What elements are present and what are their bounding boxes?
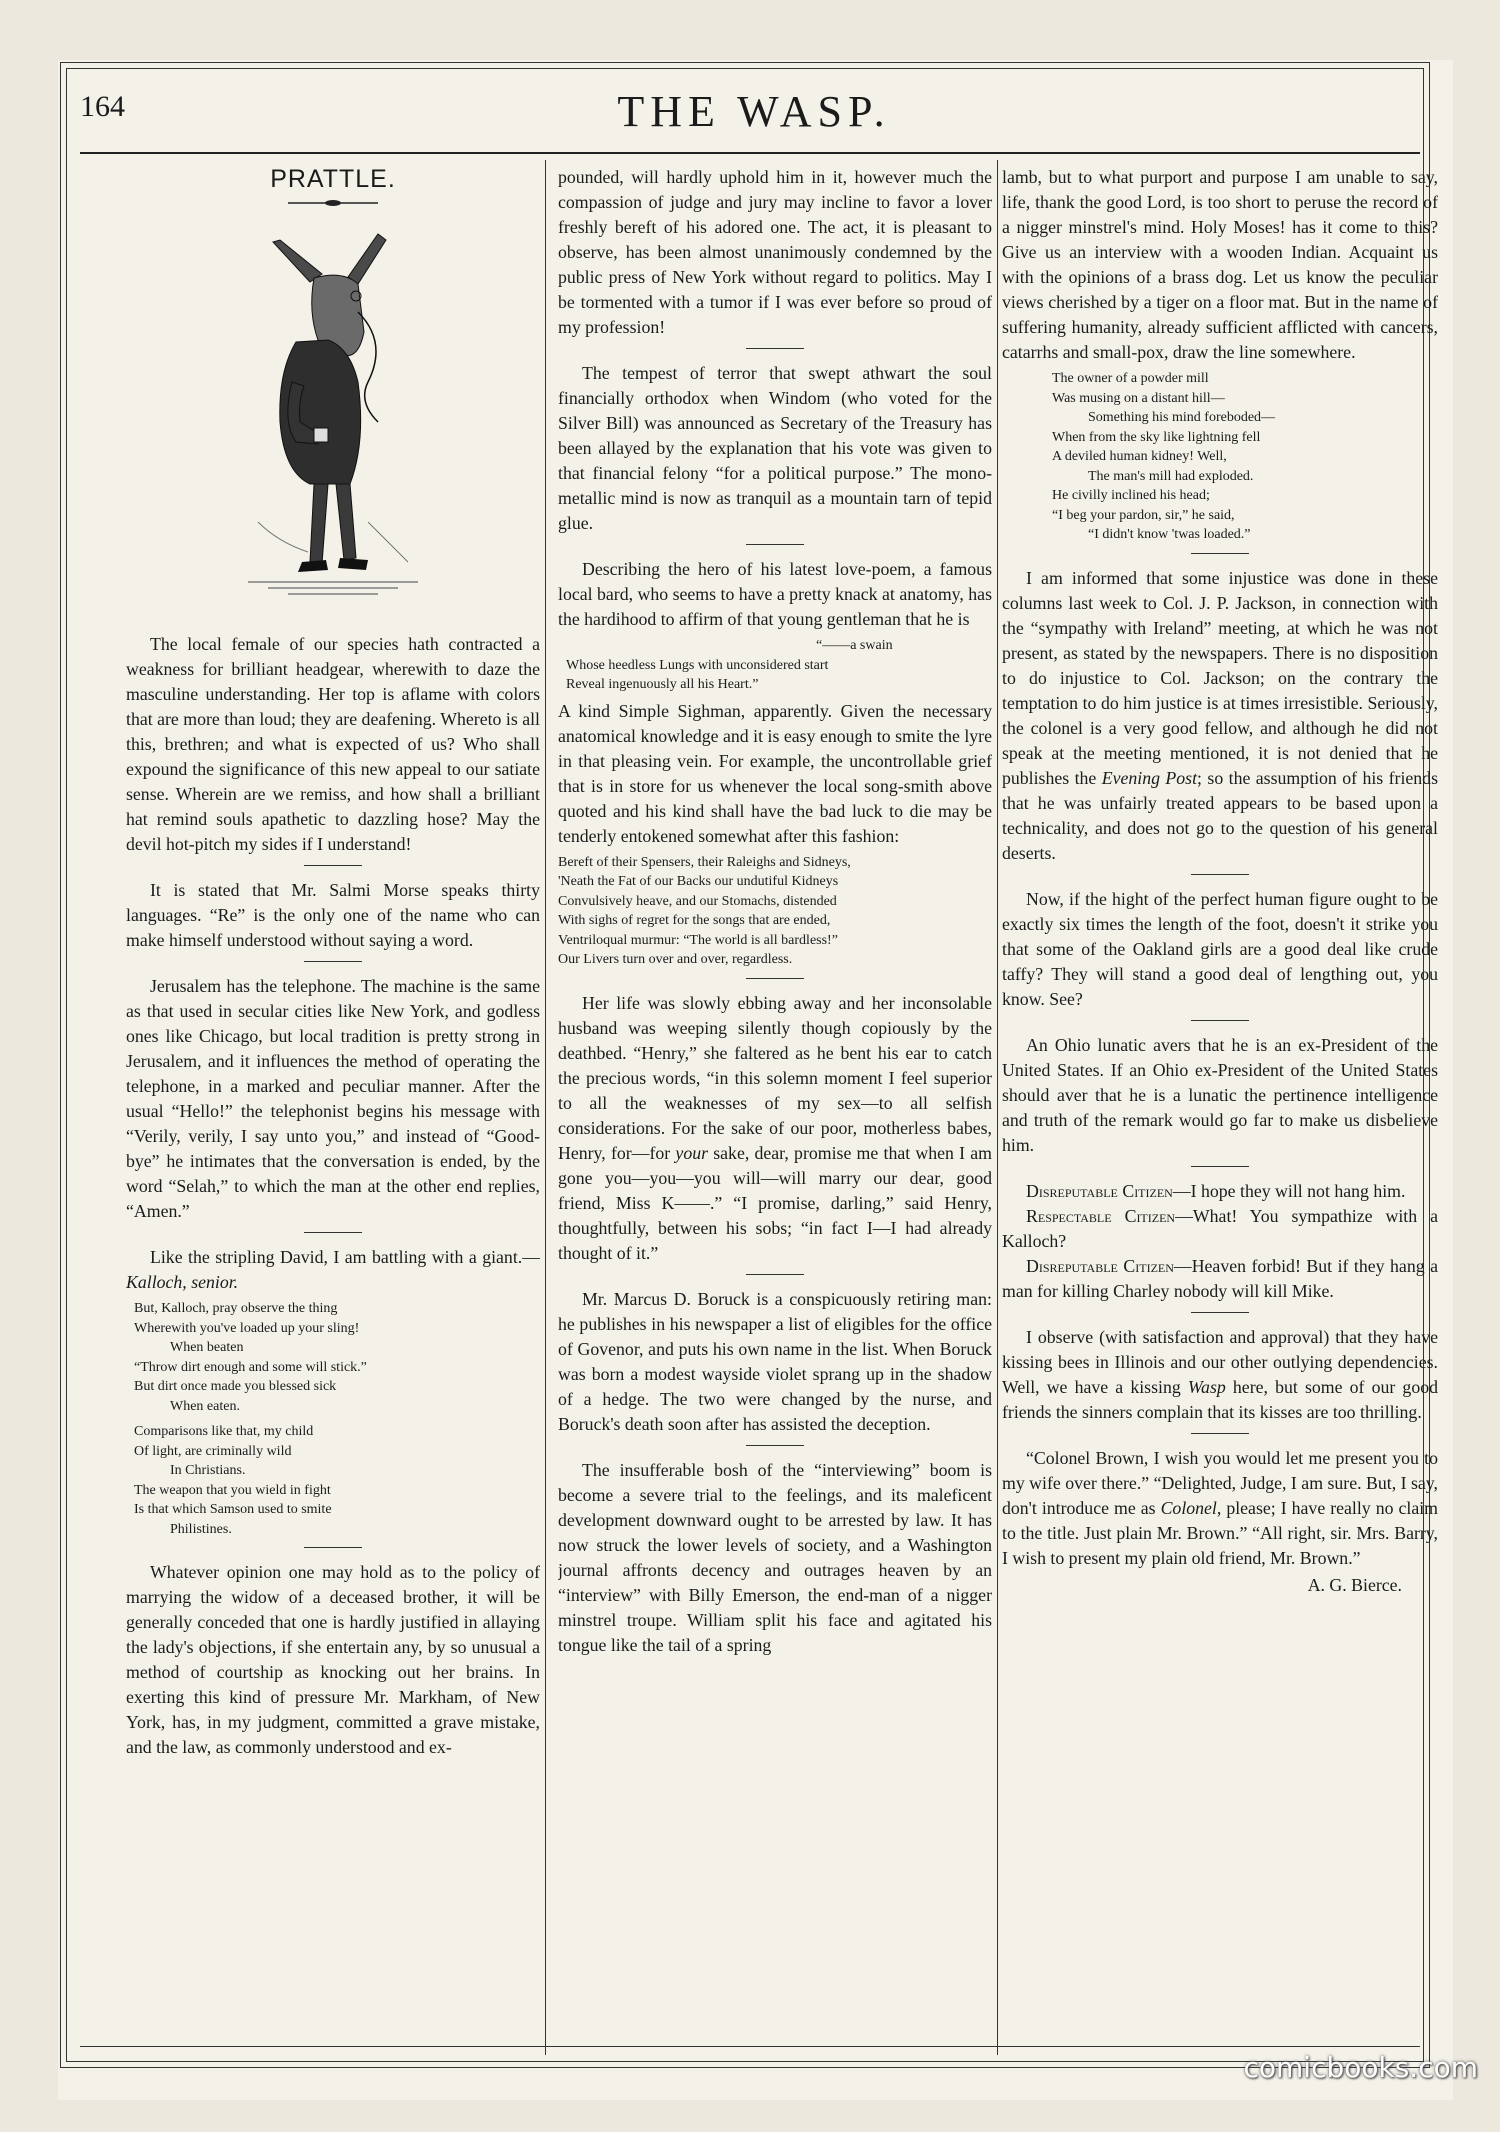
verse-line: Was musing on a distant hill— bbox=[1052, 390, 1225, 406]
verse-line: But, Kalloch, pray observe the thing bbox=[134, 1301, 338, 1316]
paragraph: pounded, will hardly uphold him in it, however much the compassion of judge and jury may incline to favor a lover freshly bereft of his adored one. The act, it is pleasant to observe, has been almost unanimously condemned by the public press of New York without regard to politics. May I be tormented with a tumor if I was ever before so proud of my profession! bbox=[558, 167, 992, 337]
paragraph: The local female of our species hath contracted a weakness for brilliant headgear, wherewith to daze the masculine understanding. Her top is aflame with colors that are more than loud; they are deafening. Whereto is all this, brethren; and what is expected of us? Who shall expound the significance of this new appeal to our satiate sense. Wherein are we remiss, and how shall a brilliant hat remind souls apathetic to dazzling hose? May the devil hot-pitch my sides if I understand! bbox=[126, 634, 540, 854]
author-signature: A. G. Bierce. bbox=[1307, 1574, 1402, 1595]
paragraph: I am informed that some injustice was done in these columns last week to Col. J. P. Jackson, in connection with the “sympathy with Ireland” meeting, at which he was not present, as stated by the newspapers. There is no disposition to do injustice to Col. Jackson; on the contrary the temptation to do him justice is at times irresistible. Seriously, the colonel is a very good fellow, and although he did not speak at the meeting mentioned, it is not denied that he publishes the Evening Post; so the assumption of his friends that he was unfairly treated appears to be based upon a technicality, and does not go to the question of his general deserts. bbox=[1002, 567, 1438, 863]
verse-line: “I beg your pardon, sir,” he said, bbox=[1052, 507, 1235, 523]
section-separator bbox=[1191, 874, 1249, 875]
verse-line: The weapon that you wield in fight bbox=[134, 1482, 331, 1498]
quote-line: Our Livers turn over and over, regardless. bbox=[558, 952, 793, 967]
title-ornament bbox=[288, 198, 378, 208]
dialogue-line: Disreputable Citizen—Heaven forbid! But if they hang a man for killing Charley nobody will kill Mike. bbox=[1002, 1255, 1438, 1301]
column-divider bbox=[997, 160, 998, 2055]
verse-line: Philistines. bbox=[170, 1521, 232, 1537]
paragraph: lamb, but to what purport and purpose I am unable to say, life, thank the good Lord, is too short to peruse the record of a nigger minstrel's mind. Holy Moses! has it come to this? Give us an interview with a wooden Indian. Acquaint us with the opinions of a brass dog. Let us know the peculiar views cherished by a tiger on a floor mat. But in the name of suffering humanity, already sufficient afflicted with cancers, catarrhs and small-pox, draw the line somewhere. bbox=[1002, 167, 1438, 362]
verse-line: He civilly inclined his head; bbox=[1052, 488, 1210, 503]
section-separator bbox=[746, 1274, 804, 1275]
paragraph: “Colonel Brown, I wish you would let me present you to my wife over there.” “Delighted, Judge, I am sure. But, I say, don't introduce me as Colonel, please; I have really no claim to the title. Just plain Mr. Brown.” “All right, sir. Mrs. Barry, I wish to present my plain old friend, Mr. Brown.” bbox=[1002, 1447, 1438, 1568]
section-separator bbox=[746, 544, 804, 545]
verse-line: Of light, are criminally wild bbox=[134, 1443, 292, 1459]
section-separator bbox=[746, 1445, 804, 1446]
quote-line: Ventriloqual murmur: “The world is all bardless!” bbox=[558, 932, 838, 948]
paragraph: Her life was slowly ebbing away and her inconsolable husband was weeping silently though copiously by the deathbed. “Henry,” she faltered as he bent his ear to catch the precious words, “in this solemn moment I feel superior to all the weaknesses of my sex—to all selfish considerations. For the sake of our poor, motherless babes, Henry, for—for your sake, dear, promise me that when I am gone you—you—you will—will marry our dear, good friend, Miss K——.” “I promise, darling,” said Henry, thoughtfully, between his sobs; “in fact I—I had already thought of it.” bbox=[558, 992, 992, 1263]
section-separator bbox=[1191, 1020, 1249, 1021]
paragraph: The tempest of terror that swept athwart the soul financially orthodox when Windom (who voted for the Silver Bill) was announced as Secretary of the Treasury has been allayed by the explanation that his vote was given to that financial felony “for a political purpose.” The mono-metallic mind is now as tranquil as a mountain tarn of tepid glue. bbox=[558, 363, 992, 533]
verse-line: Wherewith you've loaded up your sling! bbox=[134, 1320, 360, 1336]
column-2 bbox=[558, 165, 992, 2045]
page-header bbox=[80, 86, 1428, 146]
column-1 bbox=[126, 165, 540, 2045]
quote-line: 'Neath the Fat of our Backs our undutiful Kidneys bbox=[558, 874, 839, 889]
paragraph: A kind Simple Sighman, apparently. Given the necessary anatomical knowledge and it is easy enough to smite the lyre in that pleasing vein. For example, the uncontrollable grief that is in store for us whenever the local song-smith above quoted and his kind shall have the bad luck to die may be tenderly entokened somewhat after this fashion: bbox=[558, 700, 992, 846]
verse-line: In Christians. bbox=[170, 1463, 246, 1478]
section-separator bbox=[1191, 1166, 1249, 1167]
paragraph: It is stated that Mr. Salmi Morse speaks thirty languages. “Re” is the only one of the name who can make himself understood without saying a word. bbox=[126, 880, 540, 950]
quote-line: Reveal ingenuously all his Heart.” bbox=[566, 677, 759, 692]
article-title: PRATTLE. bbox=[270, 165, 396, 193]
paragraph: Mr. Marcus D. Boruck is a conspicuously retiring man: he publishes in his newspaper a list of eligibles for the office of Govenor, and puts his own name in the list. When Boruck was born a modest wayside violet sprang up in the shadow of a hedge. The two were changed by the nurse, and Boruck's death soon after has assisted the deception. bbox=[558, 1288, 992, 1434]
verse-line: A deviled human kidney! Well, bbox=[1052, 449, 1227, 464]
section-separator bbox=[746, 348, 804, 349]
section-separator bbox=[304, 961, 362, 962]
dialogue-line: Disreputable Citizen—I hope they will not hang him. bbox=[1026, 1180, 1406, 1201]
quote-line: With sighs of regret for the songs that are ended, bbox=[558, 913, 831, 928]
quote-line: Bereft of their Spensers, their Raleighs and Sidneys, bbox=[558, 854, 851, 870]
verse-line: But dirt once made you blessed sick bbox=[134, 1379, 337, 1394]
paragraph: Whatever opinion one may hold as to the policy of marrying the widow of a deceased brother, it will be generally conceded that one is hardly justified in allaying the lady's objections, if she entertain any, by so unusual a method of courtship as knocking out her brains. In exerting this kind of pressure Mr. Markham, of New York, has, in my judgment, committed a grave mistake, and the law, as commonly understood and ex- bbox=[126, 1562, 540, 1757]
verse-line: Something his mind foreboded— bbox=[1088, 410, 1276, 425]
paragraph: Jerusalem has the telephone. The machine is the same as that used in secular cities like New York, and godless ones like Chicago, but local tradition is pretty strong in Jerusalem, and it influences the method of operating the telephone, in a marked and peculiar manner. After the usual “Hello!” the telephonist begins his message with “Verily, verily, I say unto you,” and instead of “Good-bye” he intimates that the conversation is ended, by the word “Selah,” to which the man at the other end replies, “Amen.” bbox=[126, 976, 540, 1221]
section-separator bbox=[304, 1547, 362, 1548]
verse-line: The owner of a powder mill bbox=[1052, 371, 1209, 386]
section-separator bbox=[1191, 553, 1249, 554]
verse-line: When eaten. bbox=[170, 1398, 240, 1414]
quote-line: Whose heedless Lungs with unconsidered start bbox=[566, 657, 829, 673]
header-rule bbox=[80, 152, 1420, 154]
verse-line: When beaten bbox=[170, 1340, 244, 1355]
quote-line: “——a swain bbox=[816, 638, 893, 653]
paragraph: Like the stripling David, I am battling with a giant.—Kalloch, senior. bbox=[126, 1247, 540, 1292]
masthead: THE WASP. bbox=[617, 87, 891, 136]
paragraph: An Ohio lunatic avers that he is an ex-President of the United States. If an Ohio ex-President of the United States should aver that he is a lunatic the pertinence intelligence and truth of the remark would go far to make us disbelieve him. bbox=[1002, 1034, 1438, 1155]
donkey-illustration bbox=[218, 222, 448, 622]
paragraph: I observe (with satisfaction and approval) that they have kissing bees in Illinois and our other outlying dependencies. Well, we have a kissing Wasp here, but some of our good friends the sinners complain that its kisses are too thrilling. bbox=[1002, 1326, 1438, 1422]
verse-line: “I didn't know 'twas loaded.” bbox=[1088, 527, 1251, 542]
paragraph: The insufferable bosh of the “interviewing” boom is become a severe trial to the feelings, and its maleficent development downward ought to be arrested by law. It has now struck the lower levels of society, and a Washington journal affronts decency and outrages heaven by an “interview” with Billy Emerson, the end-man of a nigger minstrel troupe. William split his face and agitated his tongue like the tail of a spring bbox=[558, 1459, 992, 1655]
section-separator bbox=[1191, 1312, 1249, 1313]
verse bbox=[1052, 369, 1438, 545]
quotation bbox=[558, 853, 992, 970]
dialogue-line: Respectable Citizen—What! You sympathize with a Kalloch? bbox=[1002, 1205, 1438, 1251]
section-separator bbox=[304, 1232, 362, 1233]
quote-line: Convulsively heave, and our Stomachs, distended bbox=[558, 893, 837, 909]
column-divider bbox=[545, 160, 546, 2055]
column-3 bbox=[1002, 165, 1438, 2045]
footer-rule bbox=[80, 2046, 1420, 2047]
section-separator bbox=[304, 865, 362, 866]
verse-line: The man's mill had exploded. bbox=[1088, 468, 1254, 484]
verse bbox=[134, 1299, 540, 1539]
paragraph: Describing the hero of his latest love-poem, a famous local bard, who seems to have a pretty knack at anatomy, has the hardihood to affirm of that young gentleman that he is bbox=[558, 559, 992, 629]
paragraph: Now, if the hight of the perfect human figure ought to be exactly six times the length of the foot, doesn't it strike you that some of the Oakland girls are a good deal like crude taffy? They will stand a good deal of lengthing out, you know. See? bbox=[1002, 888, 1438, 1009]
page-number: 164 bbox=[80, 90, 125, 123]
section-separator bbox=[746, 978, 804, 979]
watermark: comicbooks.com bbox=[1243, 2051, 1478, 2084]
section-separator bbox=[1191, 1433, 1249, 1434]
verse-line: When from the sky like lightning fell bbox=[1052, 429, 1261, 445]
verse-line: Comparisons like that, my child bbox=[134, 1424, 314, 1439]
quotation bbox=[566, 636, 992, 695]
verse-line: “Throw dirt enough and some will stick.” bbox=[134, 1359, 367, 1375]
verse-line: Is that which Samson used to smite bbox=[134, 1502, 332, 1517]
